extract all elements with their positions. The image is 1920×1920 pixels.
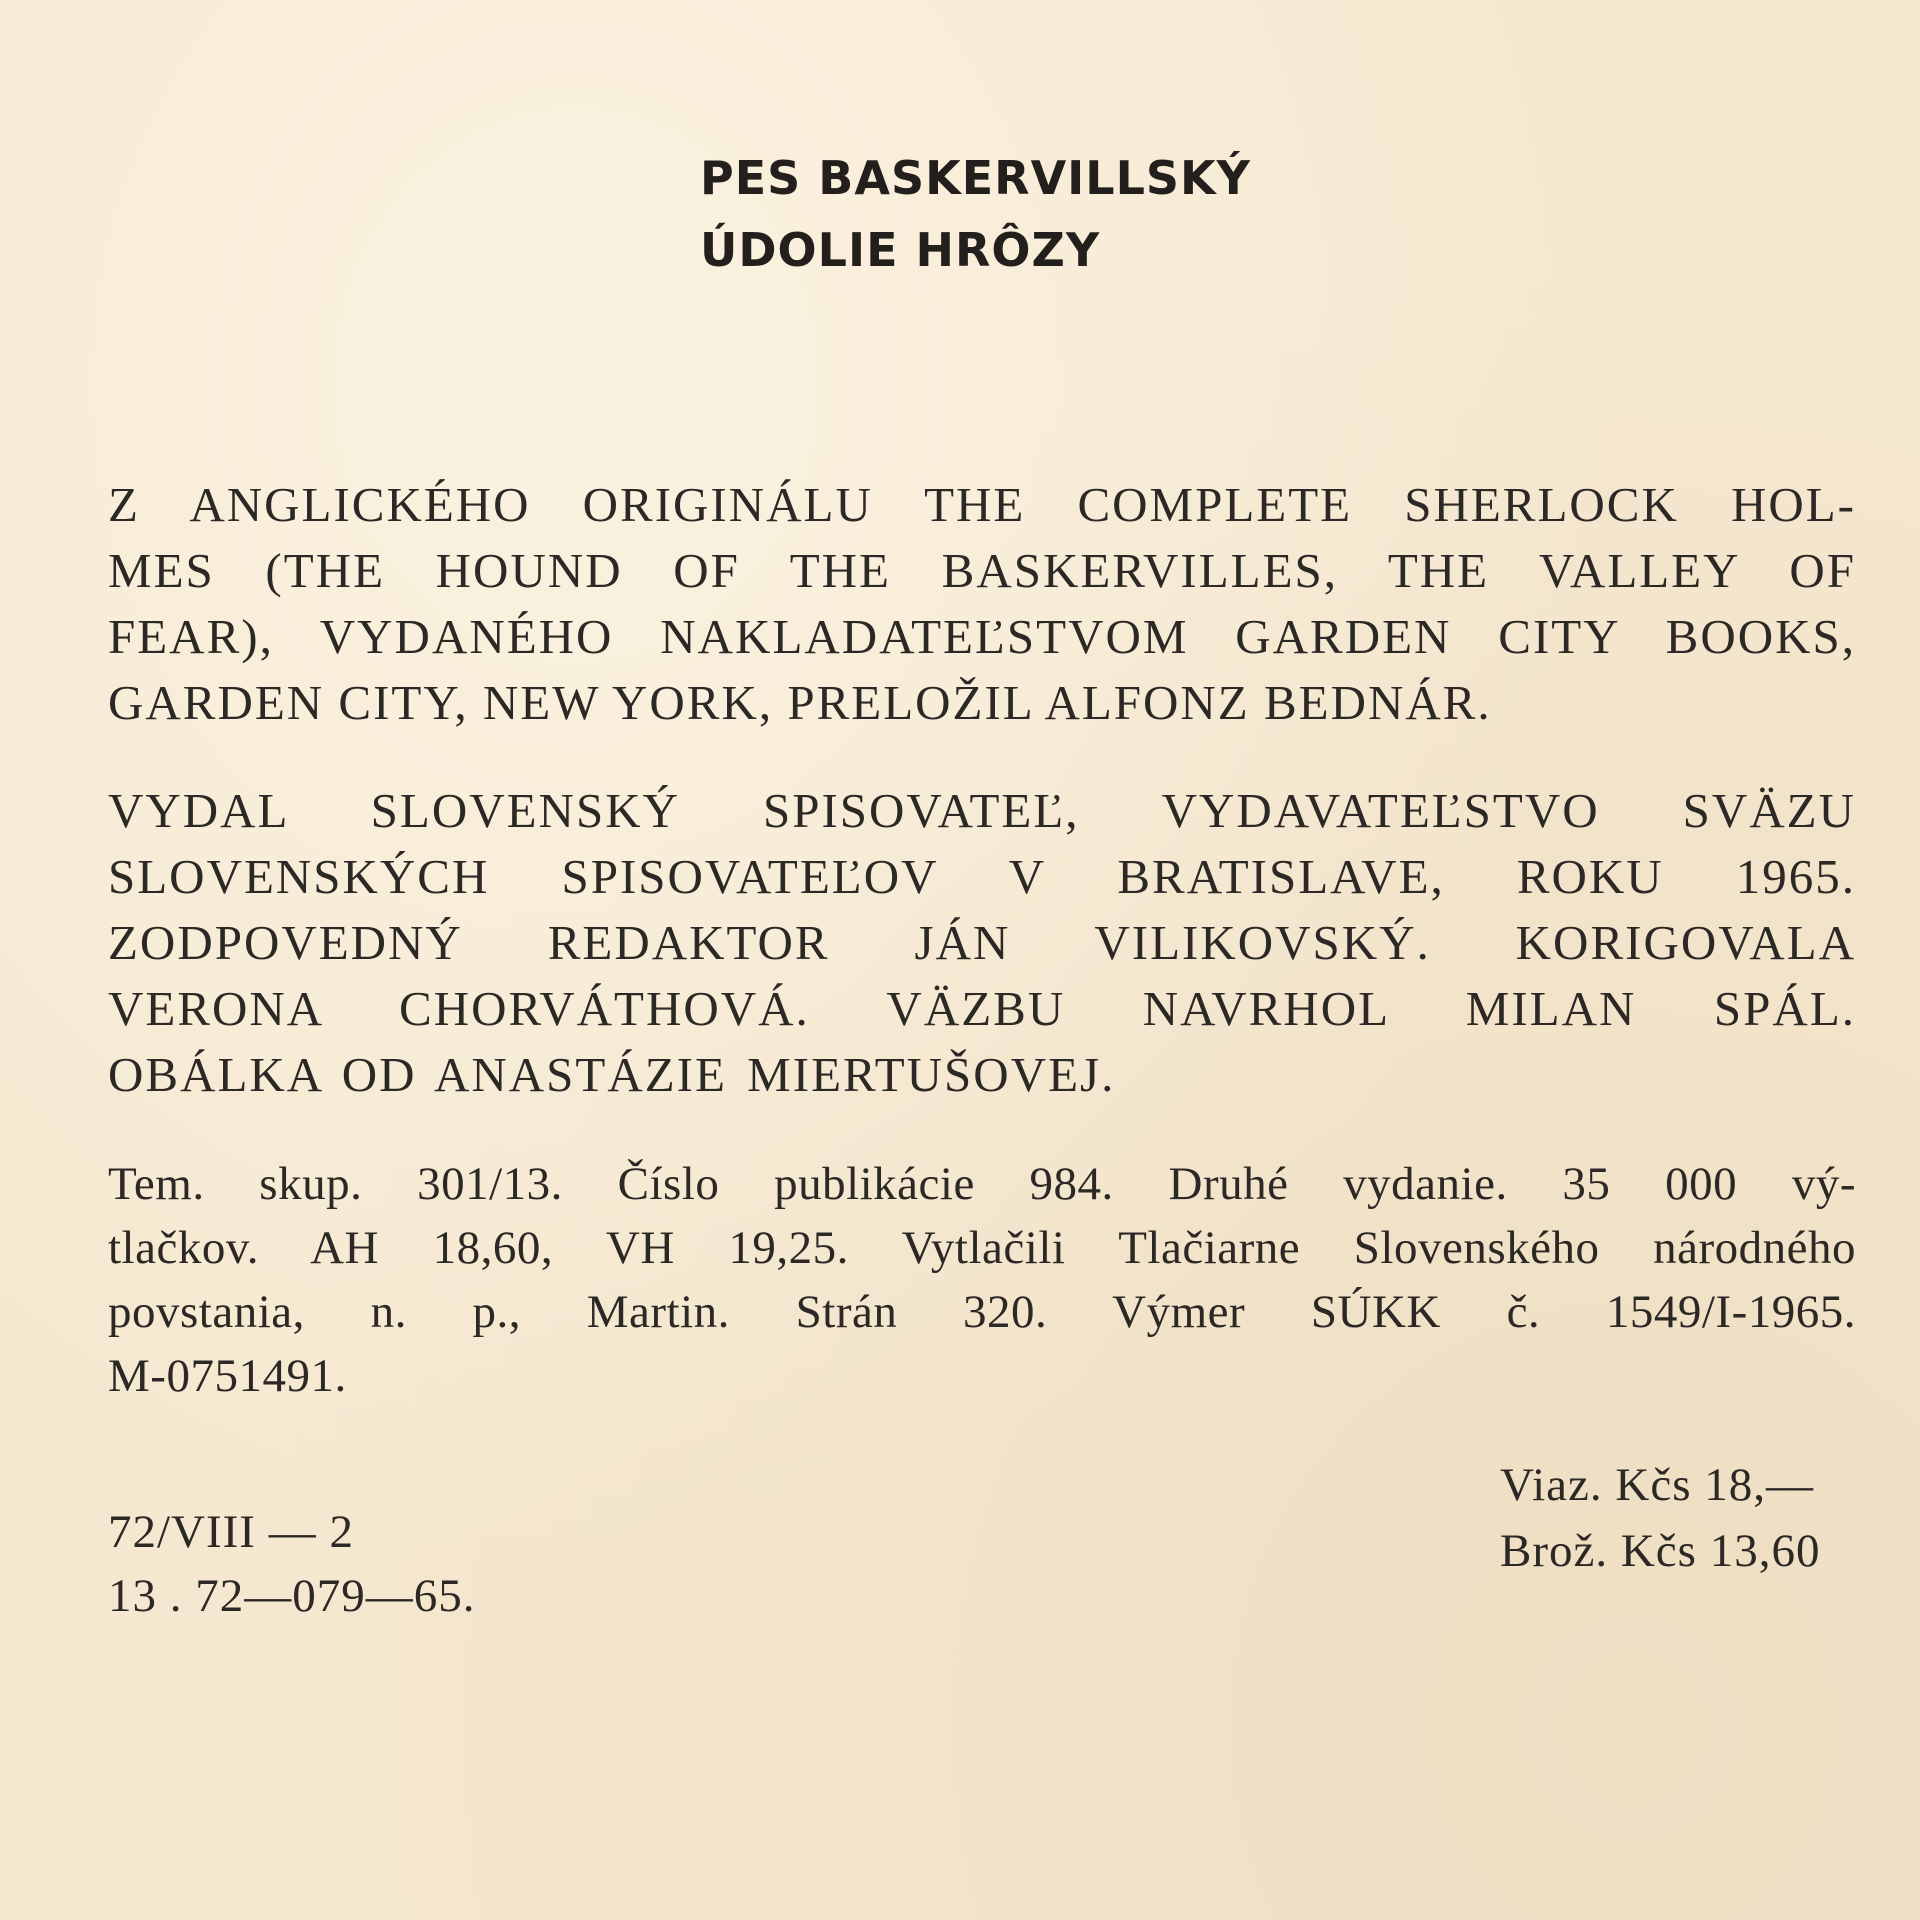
publisher-credits-line: ZODPOVEDNÝ REDAKTOR JÁN VILIKOVSKÝ. KORIGOVALA: [108, 915, 1856, 970]
imprint-line: tlačkov. AH 18,60, VH 19,25. Vytlačili Tlačiarne Slovenského národného: [108, 1222, 1856, 1274]
publisher-credits-line: OBÁLKA OD ANASTÁZIE MIERTUŠOVEJ.: [108, 1047, 1116, 1102]
price-paperback: Brož. Kčs 13,60: [1500, 1525, 1821, 1577]
translation-note-line: MES (THE HOUND OF THE BASKERVILLES, THE VALLEY OF: [108, 543, 1856, 598]
book-titles: [700, 142, 1251, 286]
imprint: [108, 1152, 1856, 1408]
publisher-credits: [108, 778, 1856, 1108]
translation-note-line: FEAR), VYDANÉHO NAKLADATEĽSTVOM GARDEN CITY BOOKS,: [108, 609, 1856, 664]
title-pes-baskervillsky: PES BASKERVILLSKÝ: [700, 151, 1251, 205]
prices: [1500, 1452, 1820, 1584]
publisher-credits-line: VYDAL SLOVENSKÝ SPISOVATEĽ, VYDAVATEĽSTVO SVÄZU: [108, 783, 1856, 838]
imprint-line: Tem. skup. 301/13. Číslo publikácie 984. Druhé vydanie. 35 000 vý-: [108, 1158, 1856, 1210]
price-bound: Viaz. Kčs 18,—: [1500, 1459, 1814, 1511]
translation-note-line: GARDEN CITY, NEW YORK, PRELOŽIL ALFONZ BEDNÁR.: [108, 675, 1492, 730]
translation-note: [108, 472, 1856, 736]
catalog-codes: [108, 1500, 476, 1628]
catalog-code-line: 72/VIII — 2: [108, 1506, 354, 1558]
publisher-credits-line: SLOVENSKÝCH SPISOVATEĽOV V BRATISLAVE, ROKU 1965.: [108, 849, 1856, 904]
publisher-credits-line: VERONA CHORVÁTHOVÁ. VÄZBU NAVRHOL MILAN SPÁL.: [108, 981, 1856, 1036]
imprint-line: M-0751491.: [108, 1350, 347, 1402]
imprint-line: povstania, n. p., Martin. Strán 320. Výmer SÚKK č. 1549/I-1965.: [108, 1286, 1856, 1338]
title-udolie-hrozy: ÚDOLIE HRÔZY: [700, 223, 1101, 277]
translation-note-line: Z ANGLICKÉHO ORIGINÁLU THE COMPLETE SHERLOCK HOL-: [108, 477, 1856, 532]
catalog-code-line: 13 . 72—079—65.: [108, 1570, 476, 1622]
